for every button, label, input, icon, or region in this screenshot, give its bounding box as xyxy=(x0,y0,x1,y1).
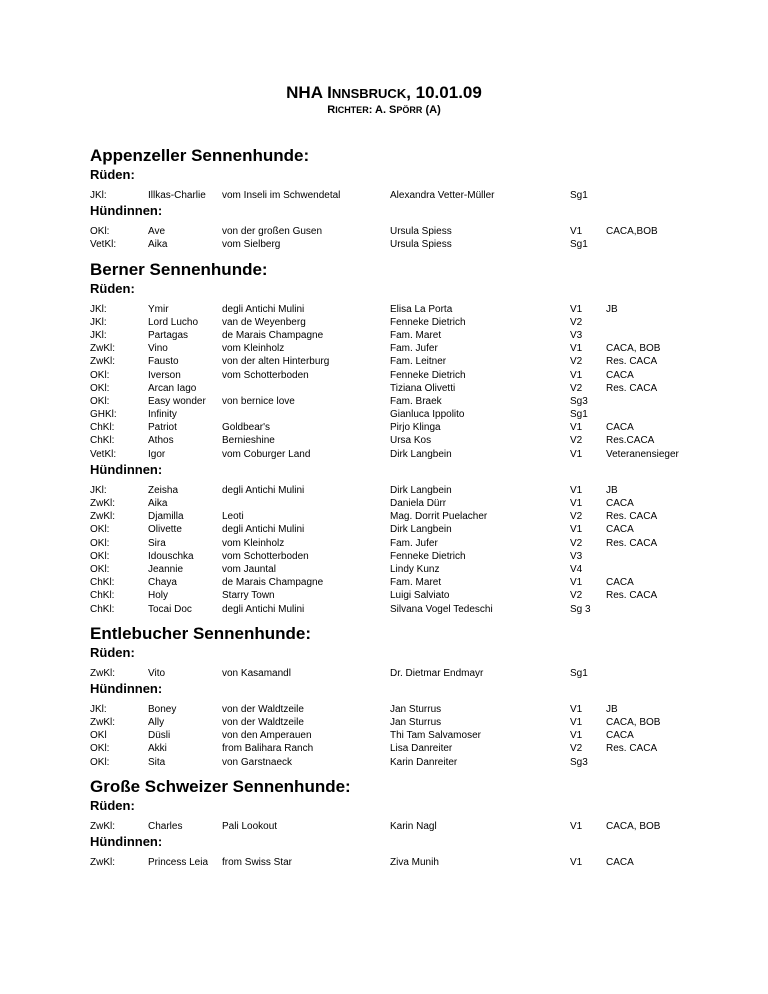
dog-name-cell: Djamilla xyxy=(148,511,184,523)
owner-cell: Fam. Jufer xyxy=(390,537,438,549)
grade-cell: V1 xyxy=(570,730,583,742)
grade-cell: V2 xyxy=(570,435,583,447)
dog-name-cell: Illkas-Charlie xyxy=(148,190,206,201)
grade-cell: Sg1 xyxy=(570,239,588,251)
dog-name-cell: Olivette xyxy=(148,524,182,536)
class-cell: ZwKl: xyxy=(90,498,115,509)
dog-name-cell: Jeannie xyxy=(148,563,184,575)
result-row xyxy=(90,667,750,680)
kennel-cell: from Balihara Ranch xyxy=(222,743,314,755)
class-cell: OKl: xyxy=(90,743,110,755)
result-row xyxy=(90,189,750,202)
award-cell: Res. CACA xyxy=(606,743,658,755)
result-row xyxy=(90,382,750,395)
owner-cell: Ursula Spiess xyxy=(390,239,452,251)
kennel-cell: von der alten Hinterburg xyxy=(222,356,330,368)
result-row xyxy=(90,729,750,742)
grade-cell: V1 xyxy=(570,422,583,434)
award-cell: CACA xyxy=(606,422,634,434)
grade-cell: V1 xyxy=(570,484,583,496)
owner-cell: Lisa Danreiter xyxy=(390,743,453,755)
class-cell: OKl: xyxy=(90,226,110,238)
award-cell: Res.CACA xyxy=(606,435,655,447)
gender-heading: Hündinnen: xyxy=(90,834,163,849)
result-row xyxy=(90,369,750,382)
class-cell: JKl: xyxy=(90,329,107,341)
result-row xyxy=(90,756,750,769)
class-cell: ZwKl: xyxy=(90,820,115,832)
class-cell: GHKl: xyxy=(90,409,117,421)
result-row xyxy=(90,484,750,497)
kennel-cell: vom Sielberg xyxy=(222,239,281,251)
gender-heading: Rüden: xyxy=(90,167,135,182)
award-cell: Veteranensieger xyxy=(606,448,679,460)
class-cell: JKl: xyxy=(90,316,107,328)
dog-name-cell: Sita xyxy=(148,756,166,768)
grade-cell: V1 xyxy=(570,703,583,715)
class-cell: ZwKl: xyxy=(90,343,115,355)
kennel-cell: vom Kleinholz xyxy=(222,537,285,549)
kennel-cell: degli Antichi Mulini xyxy=(222,484,305,496)
gender-heading: Rüden: xyxy=(90,280,135,296)
kennel-cell: von der Waldtzeile xyxy=(222,703,304,715)
dog-name-cell: Easy wonder xyxy=(148,395,206,407)
kennel-cell: vom Schotterboden xyxy=(222,550,309,562)
breed-heading: Berner Sennenhunde: xyxy=(90,259,268,279)
class-cell: ZwKl: xyxy=(90,667,115,679)
grade-cell: V1 xyxy=(570,577,583,589)
owner-cell: Karin Nagl xyxy=(390,820,437,832)
dog-name-cell: Igor xyxy=(148,448,166,460)
result-row xyxy=(90,703,750,716)
result-row xyxy=(90,510,750,523)
result-row xyxy=(90,355,750,368)
grade-cell: V2 xyxy=(570,356,583,368)
dog-name-cell: Vito xyxy=(148,667,166,679)
result-row xyxy=(90,523,750,536)
award-cell: CACA xyxy=(606,857,634,868)
gender-heading: Rüden: xyxy=(90,797,135,813)
breed-heading: Appenzeller Sennenhunde: xyxy=(90,146,310,165)
gender-heading: Hündinnen: xyxy=(90,461,163,477)
class-cell: OKl: xyxy=(90,537,110,549)
owner-cell: Daniela Dürr xyxy=(390,498,447,509)
class-cell: VetKl: xyxy=(90,239,117,251)
class-cell: ChKl: xyxy=(90,577,115,589)
award-cell: CACA xyxy=(606,577,634,589)
result-row xyxy=(90,434,750,447)
award-cell: CACA xyxy=(606,369,634,381)
class-cell: ZwKl: xyxy=(90,857,115,868)
owner-cell: Fam. Maret xyxy=(390,577,442,589)
owner-cell: Luigi Salviato xyxy=(390,590,450,602)
grade-cell: Sg3 xyxy=(570,756,588,768)
dog-name-cell: Patriot xyxy=(148,422,177,434)
owner-cell: Karin Danreiter xyxy=(390,756,458,768)
owner-cell: Dirk Langbein xyxy=(390,524,452,536)
dog-name-cell: Boney xyxy=(148,703,177,715)
dog-name-cell: Chaya xyxy=(148,577,177,589)
award-cell: JB xyxy=(606,303,618,315)
dog-name-cell: Partagas xyxy=(148,329,189,341)
award-cell: JB xyxy=(606,484,618,496)
kennel-cell: from Swiss Star xyxy=(222,857,293,868)
class-cell: JKl: xyxy=(90,703,107,715)
dog-name-cell: Fausto xyxy=(148,356,179,368)
dog-name-cell: Sira xyxy=(148,537,166,549)
kennel-cell: von Kasamandl xyxy=(222,667,291,679)
kennel-cell: vom Coburger Land xyxy=(222,448,311,460)
class-cell: ChKl: xyxy=(90,422,115,434)
grade-cell: Sg1 xyxy=(570,190,588,201)
class-cell: ChKl: xyxy=(90,435,115,447)
result-row xyxy=(90,603,750,616)
owner-cell: Jan Sturrus xyxy=(390,703,442,715)
dog-name-cell: Aika xyxy=(148,498,168,509)
grade-cell: V1 xyxy=(570,303,583,315)
result-row xyxy=(90,421,750,434)
kennel-cell: Starry Town xyxy=(222,590,275,602)
kennel-cell: Leoti xyxy=(222,511,244,523)
kennel-cell: von der Waldtzeile xyxy=(222,717,304,729)
dog-name-cell: Athos xyxy=(148,435,174,447)
grade-cell: V3 xyxy=(570,329,583,341)
owner-cell: Elisa La Porta xyxy=(390,303,453,315)
grade-cell: Sg3 xyxy=(570,395,588,407)
grade-cell: V2 xyxy=(570,316,583,328)
award-cell: Res. CACA xyxy=(606,537,658,549)
award-cell: CACA,BOB xyxy=(606,226,658,238)
owner-cell: Pirjo Klinga xyxy=(390,422,441,434)
award-cell: CACA, BOB xyxy=(606,820,661,832)
owner-cell: Alexandra Vetter-Müller xyxy=(390,190,495,201)
kennel-cell: degli Antichi Mulini xyxy=(222,603,305,615)
kennel-cell: vom Kleinholz xyxy=(222,343,285,355)
kennel-cell: van de Weyenberg xyxy=(222,316,306,328)
result-row xyxy=(90,395,750,408)
owner-cell: Fenneke Dietrich xyxy=(390,316,466,328)
class-cell: ZwKl: xyxy=(90,511,115,523)
class-cell: JKl: xyxy=(90,190,107,201)
gender-heading: Hündinnen: xyxy=(90,680,163,696)
result-row xyxy=(90,537,750,550)
owner-cell: Gianluca Ippolito xyxy=(390,409,465,421)
grade-cell: V2 xyxy=(570,590,583,602)
dog-name-cell: Infinity xyxy=(148,409,177,421)
owner-cell: Fenneke Dietrich xyxy=(390,369,466,381)
kennel-cell: de Marais Champagne xyxy=(222,577,324,589)
class-cell: JKl: xyxy=(90,303,107,315)
class-cell: OKl: xyxy=(90,382,110,394)
dog-name-cell: Ally xyxy=(148,717,165,729)
class-cell: OKl: xyxy=(90,524,110,536)
award-cell: CACA, BOB xyxy=(606,717,661,729)
owner-cell: Silvana Vogel Tedeschi xyxy=(390,603,493,615)
class-cell: ChKl: xyxy=(90,590,115,602)
breed-heading: Entlebucher Sennenhunde: xyxy=(90,623,312,643)
grade-cell: V2 xyxy=(570,382,583,394)
dog-name-cell: Vino xyxy=(148,343,168,355)
dog-name-cell: Akki xyxy=(148,743,167,755)
dog-name-cell: Ymir xyxy=(148,303,169,315)
owner-cell: Dirk Langbein xyxy=(390,484,452,496)
dog-name-cell: Princess Leia xyxy=(148,857,209,868)
dog-name-cell: Zeisha xyxy=(148,484,179,496)
dog-name-cell: Lord Lucho xyxy=(148,316,199,328)
award-cell: JB xyxy=(606,703,618,715)
grade-cell: Sg1 xyxy=(570,667,588,679)
result-row xyxy=(90,225,750,238)
grade-cell: V1 xyxy=(570,524,583,536)
kennel-cell: vom Inseli im Schwendetal xyxy=(222,190,341,201)
class-cell: OKl: xyxy=(90,550,110,562)
kennel-cell: von den Amperauen xyxy=(222,730,312,742)
dog-name-cell: Ave xyxy=(148,226,166,238)
grade-cell: V1 xyxy=(570,343,583,355)
dog-name-cell: Aika xyxy=(148,239,168,251)
owner-cell: Dirk Langbein xyxy=(390,448,452,460)
owner-cell: Fam. Leitner xyxy=(390,356,447,368)
gender-heading: Rüden: xyxy=(90,644,135,660)
award-cell: CACA, BOB xyxy=(606,343,661,355)
class-cell: JKl: xyxy=(90,484,107,496)
kennel-cell: vom Schotterboden xyxy=(222,369,309,381)
breed-heading: Große Schweizer Sennenhunde: xyxy=(90,776,351,796)
dog-name-cell: Düsli xyxy=(148,730,171,742)
grade-cell: V2 xyxy=(570,511,583,523)
award-cell: CACA xyxy=(606,498,634,509)
dog-name-cell: Tocai Doc xyxy=(148,603,192,615)
result-row xyxy=(90,342,750,355)
result-row xyxy=(90,448,750,461)
award-cell: CACA xyxy=(606,524,634,536)
result-row xyxy=(90,856,750,869)
owner-cell: Fenneke Dietrich xyxy=(390,550,466,562)
award-cell: CACA xyxy=(606,730,634,742)
kennel-cell: Bernieshine xyxy=(222,435,275,447)
kennel-cell: degli Antichi Mulini xyxy=(222,524,305,536)
owner-cell: Ursula Spiess xyxy=(390,226,452,238)
kennel-cell: von bernice love xyxy=(222,395,295,407)
judge-line: RICHTER: A. SPÖRR (A) xyxy=(327,104,441,116)
dog-name-cell: Holy xyxy=(148,590,169,602)
grade-cell: V1 xyxy=(570,369,583,381)
award-cell: Res. CACA xyxy=(606,590,658,602)
results-list xyxy=(90,146,750,869)
gender-heading: Hündinnen: xyxy=(90,203,163,219)
dog-name-cell: Charles xyxy=(148,820,183,832)
grade-cell: V3 xyxy=(570,550,583,562)
grade-cell: V2 xyxy=(570,537,583,549)
grade-cell: V2 xyxy=(570,743,583,755)
grade-cell: V4 xyxy=(570,563,583,575)
class-cell: OKl: xyxy=(90,369,110,381)
result-row xyxy=(90,408,750,421)
kennel-cell: vom Jauntal xyxy=(222,563,276,575)
page-title: NHA INNSBRUCK, 10.01.09 xyxy=(286,83,482,102)
class-cell: ZwKl: xyxy=(90,717,115,729)
owner-cell: Tiziana Olivetti xyxy=(390,382,456,394)
result-row xyxy=(90,716,750,729)
class-cell: OKl: xyxy=(90,395,110,407)
grade-cell: V1 xyxy=(570,857,583,868)
result-row xyxy=(90,316,750,329)
class-cell: OKl xyxy=(90,730,107,742)
owner-cell: Ziva Munih xyxy=(390,857,439,868)
grade-cell: V1 xyxy=(570,498,583,509)
result-row xyxy=(90,820,750,833)
kennel-cell: Pali Lookout xyxy=(222,820,278,832)
result-row xyxy=(90,563,750,576)
owner-cell: Mag. Dorrit Puelacher xyxy=(390,511,488,523)
grade-cell: V1 xyxy=(570,448,583,460)
class-cell: ZwKl: xyxy=(90,356,115,368)
result-row xyxy=(90,742,750,755)
grade-cell: Sg1 xyxy=(570,409,588,421)
owner-cell: Fam. Braek xyxy=(390,395,442,407)
dog-name-cell: Iverson xyxy=(148,369,181,381)
result-row xyxy=(90,550,750,563)
owner-cell: Jan Sturrus xyxy=(390,717,442,729)
dog-name-cell: Arcan Iago xyxy=(148,382,197,394)
result-row xyxy=(90,303,750,316)
kennel-cell: Goldbear's xyxy=(222,422,271,434)
result-row xyxy=(90,329,750,342)
class-cell: ChKl: xyxy=(90,603,115,615)
grade-cell: V1 xyxy=(570,717,583,729)
grade-cell: V1 xyxy=(570,226,583,238)
result-row xyxy=(90,576,750,589)
owner-cell: Thi Tam Salvamoser xyxy=(390,730,481,742)
award-cell: Res. CACA xyxy=(606,356,658,368)
owner-cell: Fam. Maret xyxy=(390,329,442,341)
grade-cell: V1 xyxy=(570,820,583,832)
owner-cell: Fam. Jufer xyxy=(390,343,438,355)
grade-cell: Sg 3 xyxy=(570,603,591,615)
dog-name-cell: Idouschka xyxy=(148,550,194,562)
class-cell: OKl: xyxy=(90,563,110,575)
award-cell: Res. CACA xyxy=(606,382,658,394)
owner-cell: Lindy Kunz xyxy=(390,563,440,575)
result-row xyxy=(90,589,750,602)
class-cell: VetKl: xyxy=(90,448,117,460)
kennel-cell: von Garstnaeck xyxy=(222,756,293,768)
result-row xyxy=(90,238,750,251)
kennel-cell: de Marais Champagne xyxy=(222,329,324,341)
owner-cell: Ursa Kos xyxy=(390,435,432,447)
result-row xyxy=(90,497,750,510)
class-cell: OKl: xyxy=(90,756,110,768)
award-cell: Res. CACA xyxy=(606,511,658,523)
kennel-cell: von der großen Gusen xyxy=(222,226,323,238)
kennel-cell: degli Antichi Mulini xyxy=(222,303,305,315)
owner-cell: Dr. Dietmar Endmayr xyxy=(390,667,484,679)
